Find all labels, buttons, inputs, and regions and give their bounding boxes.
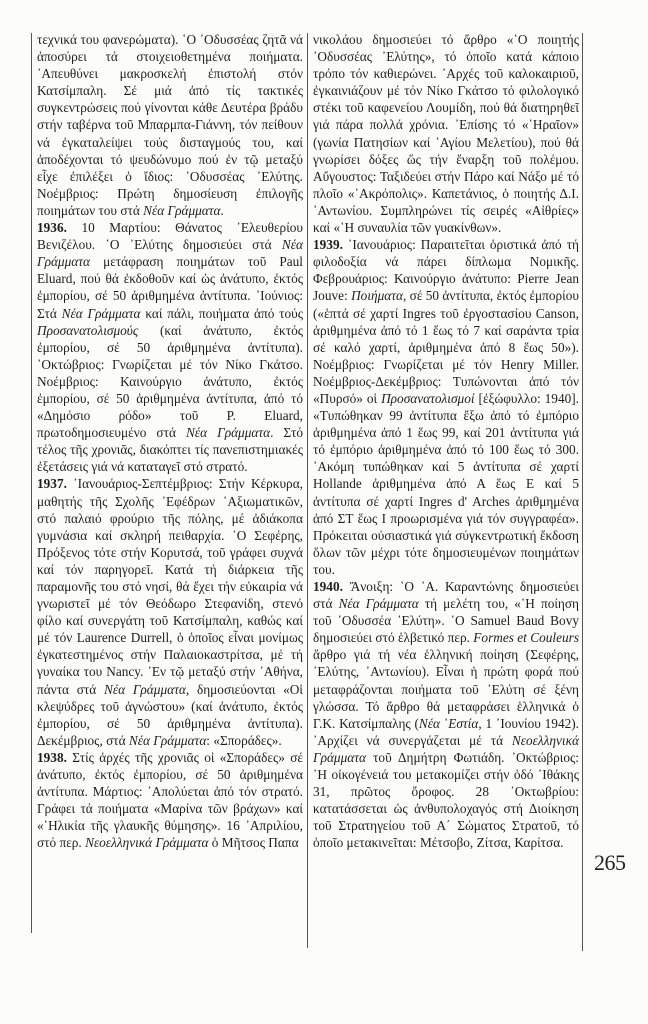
- text-segment: 10 Μαρτίου: Θάνατος ᾿Ελευθερίου Βενιζέλου. ῾Ο ᾿Ελύτης δημοσιεύει στά: [37, 220, 303, 253]
- text-segment: : «Σποράδες».: [206, 732, 282, 748]
- year-heading: 1938.: [37, 749, 67, 765]
- italic-title: Formes et Couleurs: [473, 630, 579, 646]
- italic-title: Νεοελληνικά Γράμματα: [85, 835, 209, 851]
- entry-1935-continued: [37, 31, 303, 219]
- text-segment: Στίς ἀρχές τῆς χρονιᾶς οἱ «Σποράδες» σέ ἀνάτυπο, ἐκτός ἐμπορίου, σέ 50 ἀριθμημένα ἀντίτυπα. Μάρτιος: ᾿Απολύεται ἀπό τόν στρατό. Γράφει τά ποιήματα «Μαρίνα τῶν βράχων» καί «῾Ηλικία τῆς γλαυκῆς θύμησης». 16 ᾿Απριλίου, στό περ.: [37, 749, 303, 851]
- text-segment: καί πάλι, ποιήματα ἀπό τούς: [140, 305, 303, 321]
- italic-title: Νέα Γράμματα: [104, 681, 186, 697]
- text-segment: ᾿Ιανουάριος-Σεπτέμβριος: Στήν Κέρκυρα, μαθητής τῆς Σχολῆς ᾿Εφέδρων ᾿Αξιωματικῶν, στό παλαιό φρούριο τῆς πόλης, μέ ἀδιάκοπα γυμνάσια καί σκληρή πειθαρχία. ῾Ο Σεφέρης, Πρόξενος τότε στήν Κορυτσά, τοῦ γράφει συχνά καί τόν παρηγορεῖ. Κατά τή διάρκεια τῆς παραμονῆς του στό νησί, θά ἔχει τήν εὐκαιρία νά γνωριστεῖ μέ τόν Θεόδωρο Στεφανίδη, στενό φίλο καί συνεργάτη τοῦ Κατσίμπαλη, καθώς καί μέ τόν Laurence Durrell, ὁ ὁποῖος εἶναι μονίμως ἐγκατεστημένος στήν Παλαιοκαστρίτσα, μέ τή γυναίκα του Nancy. ᾿Εν τῷ μεταξύ στήν ᾿Αθήνα, πάντα στά: [37, 476, 303, 697]
- year-heading: 1939.: [313, 237, 343, 253]
- text-segment: , σέ 50 ἀντίτυπα, ἐκτός ἐμπορίου («ἑπτά σέ χαρτί Ingres τοῦ ἐργοστασίου Canson, ἀριθμημένα ἀπό τό 1 ἕως τό 7 καί σαράντα τρία σέ καλό χαρτί, ἀριθμημένα ἀπό 8 ἕως 50»). Νοέμβριος: Γνωρίζεται μέ τόν Henry Miller. Νοέμβριος-Δεκέμβριος: Τυπώνονται ἀπό τόν «Πυρσό» οἱ: [313, 288, 579, 406]
- column-divider-rule: [307, 33, 308, 948]
- text-segment: . Στό τέλος τῆς χρονιᾶς, διακόπτει τίς πανεπιστημιακές ἐξετάσεις γιά νά καταταγεῖ στό στρατό.: [37, 425, 303, 475]
- entry-1940: [313, 578, 579, 852]
- text-segment: τή μελέτη του, «῾Η ποίηση τοῦ ᾿Οδυσσέα ᾿Ελύτη». ῾Ο Samuel Baud Bovy δημοσιεύει στό ἑλβετικό περ.: [313, 596, 579, 646]
- text-segment: νικολάου δημοσιεύει τό ἄρθρο «῾Ο ποιητής ᾿Οδυσσέας ᾿Ελύτης», τό ὁποῖο κατά κάποιο τρόπο τόν καθιερώνει. ᾿Αρχές τοῦ καλοκαιριοῦ, ἐγκαινιάζουν μέ τόν Νίκο Γκάτσο τό φιλολογικό στέκι τοῦ καφενείου Λουμίδη, πού θά διατηρηθεῖ γιά πάρα πολλά χρόνια. ᾿Επίσης τό «῾Ηραῖον» (γωνία Πατησίων καί ῾Αγίου Μελετίου), πού θά γνωρίσει δόξες ὥς τήν ἔναρξη τοῦ πολέμου. Αὔγουστος: Ταξιδεύει στήν Πάρο καί Νάξο μέ τό πλοῖο «᾿Ακρόπολις». Καπετάνιος, ὁ ποιητής Δ.Ι. ᾿Αντωνίου. Συμπληρώνει τίς σειρές «Αἰθρίες» καί «῾Η συναυλία τῶν γυακίνθων».: [313, 32, 579, 236]
- left-column: [37, 31, 303, 852]
- text-segment: .: [220, 202, 224, 218]
- entry-1938-continued: [313, 31, 579, 236]
- italic-title: Νεοελληνικά Γράμματα: [313, 732, 579, 765]
- text-segment: μετάφραση ποιημάτων τοῦ Paul Eluard, πού θά ἐκδοθοῦν καί ὡς ἀνάτυπο, ἐκτός ἐμπορίου, σέ 50 ἀριθμημένα ἀντίτυπα. ᾿Ιούνιος: Στά: [37, 254, 303, 321]
- italic-title: Νέα Γράμματα: [61, 305, 141, 321]
- italic-title: Νέα ῾Εστία: [418, 715, 479, 731]
- entry-1937: [37, 475, 303, 749]
- right-margin-rule: [582, 33, 583, 951]
- text-segment: (καί ἀνάτυπο, ἐκτός ἐμπορίου, σέ 50 ἀριθμημένα ἀντίτυπα). ᾿Οκτώβριος: Γνωρίζεται μέ τόν Νίκο Γκάτσο. Νοέμβριος: Καινούργιο ἀνάτυπο, ἐκτός ἐμπορίου, σέ 50 ἀριθμημένα ἀντίτυπα, ἀπό τό «Δημόσιο ρόδο» τοῦ P. Eluard, πρωτοδημοσιευμένο στά: [37, 322, 303, 441]
- text-segment: , 1 ᾿Ιουνίου 1942). ᾿Αρχίζει νά συνεργάζεται μέ τά: [313, 715, 579, 748]
- italic-title: Νέα Γράμματα: [37, 237, 303, 270]
- entry-1936: [37, 219, 303, 475]
- entry-1938: [37, 749, 303, 852]
- italic-title: Νέα Γράμματα: [143, 202, 221, 218]
- year-heading: 1937.: [37, 476, 67, 492]
- italic-title: Ποιήματα: [351, 288, 403, 304]
- italic-title: Προσανατολισμούς: [37, 322, 139, 338]
- left-margin-rule: [31, 33, 32, 933]
- text-segment: ᾿Ιανουάριος: Παραιτεῖται ὁριστικά ἀπό τή φιλοδοξία νά πάρει δίπλωμα Νομικῆς. Φεβρουάριος: Καινούργιο ἀνάτυπο: Pierre Jean Jouve:: [313, 237, 579, 304]
- text-segment: ἄρθρο γιά τή νέα ἑλληνική ποίηση (Σεφέρης, ᾿Ελύτης, ᾿Αντωνίου). Εἶναι ἡ πρώτη φορά πού μεταφράζονται ποιήματα τοῦ ᾿Ελύτη σέ ξένη γλώσσα. Τό ἄρθρο θά μεταφράσει ἑλληνικά ὁ Γ.Κ. Κατσίμπαλης (: [313, 647, 579, 731]
- text-segment: , δημοσιεύονται «Οἱ κλεψύδρες τοῦ ἀγνώστου» (καί ἀνάτυπο, ἐκτός ἐμπορίου, σέ 50 ἀριθμημένα ἀντίτυπα). Δεκέμβριος, στά: [37, 681, 303, 748]
- entry-1939: [313, 236, 579, 578]
- italic-title: Νέα Γράμματα: [185, 425, 271, 441]
- year-heading: 1936.: [37, 220, 67, 236]
- page-number: 265: [594, 850, 626, 875]
- text-segment: ὁ Μῆτσος Παπα: [208, 835, 299, 851]
- italic-title: Νέα Γράμματα: [128, 732, 207, 748]
- right-column: [313, 31, 579, 852]
- text-segment: τεχνικά του φανερώματα). ῾Ο ᾿Οδυσσέας ζητᾶ νά ἀποσύρει τά στοιχειοθετημένα ποιήματα. ᾿Απευθύνει μακροσκελή ἐπιστολή στόν Κατσίμπαλη. Σέ μιά ἀπό τίς τακτικές συγκεντρώσεις πού γίνονται κάθε Δευτέρα βράδυ στήν ταβέρνα τοῦ Μπαρμπα-Γιάννη, τόν πείθουν νά ἐγκαταλείψει τούς δισταγμούς του, καί ἀποδέχονται τό ψευδώνυμο πού ἐν τῷ μεταξύ εἶχε ἐπιλέξει ὁ ἴδιος: ᾿Οδυσσέας ᾿Ελύτης. Νοέμβριος: Πρώτη δημοσίευση ἐπιλογῆς ποιημάτων του στά: [37, 32, 303, 218]
- text-segment: Ἄνοιξη: ῾Ο ᾿Α. Καραντώνης δημοσιεύει στά: [313, 579, 579, 612]
- year-heading: 1940.: [313, 579, 343, 594]
- italic-title: Προσανατολισμοί: [381, 390, 475, 406]
- text-segment: [ἐξώφυλλο: 1940]. «Τυπώθηκαν 99 ἀντίτυπα ἔξω ἀπό τό ἐμπόριο ἀριθμημένα ἀπό 1 ἕως 99, καί 201 ἀντίτυπα γιά τό ἐμπόριο ἀριθμημένα ἀπό τό 100 ἕως τό 300. ᾿Ακόμη τυπώθηκαν καί 5 ἀντίτυπα σέ χαρτί Hollande ἀριθμημένα ἀπό Α ἕως Ε καί 5 ἀντίτυπα σέ χαρτί Ingres d' Arches ἀριθμημένα ἀπό ΣΤ ἕως Ι προωρισμένα γιά τόν συγγραφέα». Πρόκειται οὐσιαστικά γιά σύγκεντρωτική ἔκδοση ὅλων τῶν μέχρι τότε δημοσιευμένων ποιημάτων του.: [313, 390, 579, 577]
- italic-title: Νέα Γράμματα: [338, 596, 419, 612]
- text-segment: τοῦ Δημήτρη Φωτιάδη. ᾿Οκτώβριος: ῾Η οἰκογένειά του μετακομίζει στήν ὁδό ᾿Ιθάκης 31, πρῶτος ὄροφος. 28 ᾿Οκτωβρίου: κατατάσσεται ὡς ἀνθυπολοχαγός στή Διοίκηση τοῦ Στρατηγείου τοῦ Α΄ Σώματος Στρατοῦ, τό ὁποῖο μετακινεῖται: Μέτσοβο, Ζίτσα, Καρίτσα.: [313, 749, 579, 851]
